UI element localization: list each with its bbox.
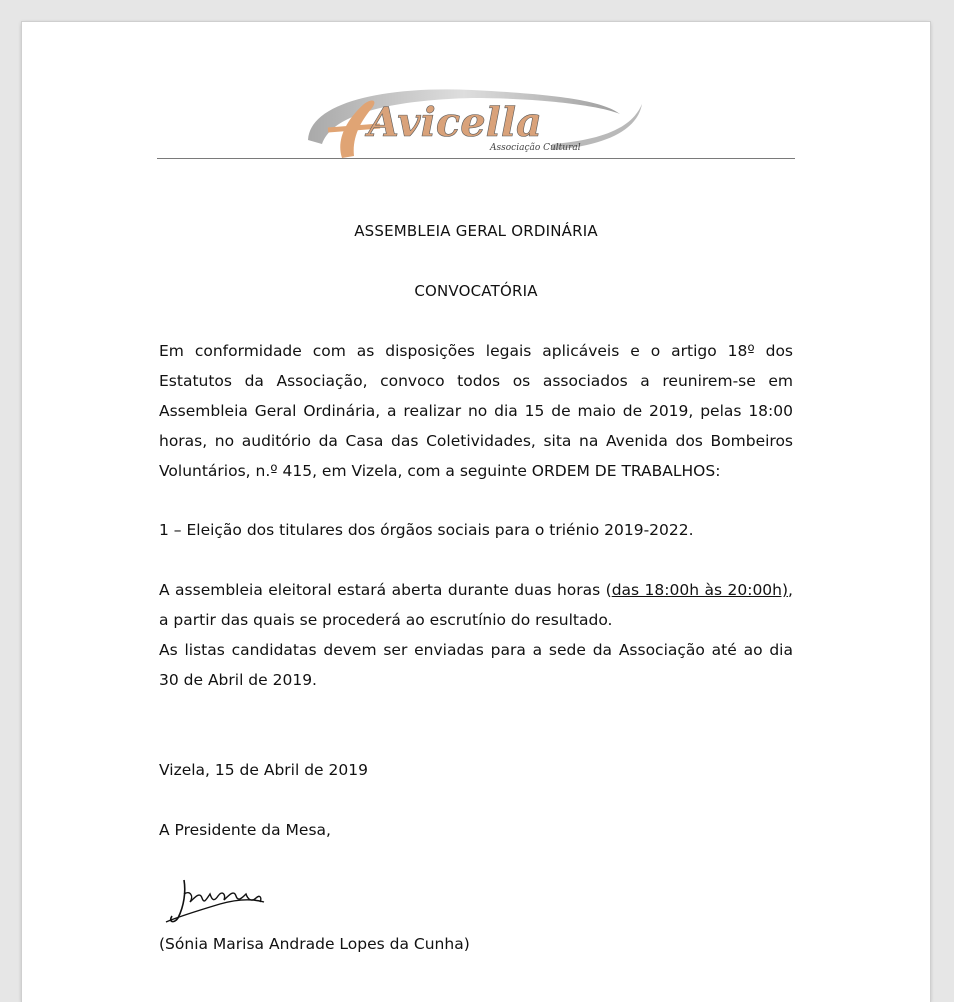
voting-text-before: A assembleia eleitoral estará aberta durante duas horas ( <box>159 581 612 599</box>
place-date: Vizela, 15 de Abril de 2019 <box>159 761 368 779</box>
signatory-name: (Sónia Marisa Andrade Lopes da Cunha) <box>159 935 470 953</box>
logo-wordmark: Avicella <box>368 99 542 146</box>
intro-paragraph: Em conformidade com as disposições legais aplicáveis e o artigo 18º dos Estatutos da Associação, convoco todos os associados a reunirem-se em Assembleia Geral Ordinária, a realizar no dia 15 de maio de 2019, pelas 18:00 horas, no auditório da Casa das Coletividades, sita na Avenida dos Bombeiros Voluntários, n.º 415, em Vizela, com a seguinte ORDEM DE TRABALHOS: <box>159 342 793 480</box>
document-title: ASSEMBLEIA GERAL ORDINÁRIA <box>354 222 598 240</box>
signatory-role: A Presidente da Mesa, <box>159 821 331 839</box>
logo-tagline: Associação Cultural <box>490 143 581 153</box>
avicella-logo <box>302 80 647 160</box>
handwritten-signature <box>160 872 270 930</box>
voting-hours: das 18:00h às 20:00h) <box>611 581 789 599</box>
agenda-item: 1 – Eleição dos titulares dos órgãos sociais para o triénio 2019-2022. <box>159 521 694 539</box>
voting-text-after: , a partir das quais se procederá ao escrutínio do resultado. <box>159 581 793 629</box>
header-rule <box>157 158 795 159</box>
document-page <box>22 22 930 1002</box>
document-subtitle: CONVOCATÓRIA <box>414 282 538 300</box>
lists-paragraph: As listas candidatas devem ser enviadas para a sede da Associação até ao dia 30 de Abril de 2019. <box>159 641 793 689</box>
voting-paragraph <box>159 575 793 635</box>
